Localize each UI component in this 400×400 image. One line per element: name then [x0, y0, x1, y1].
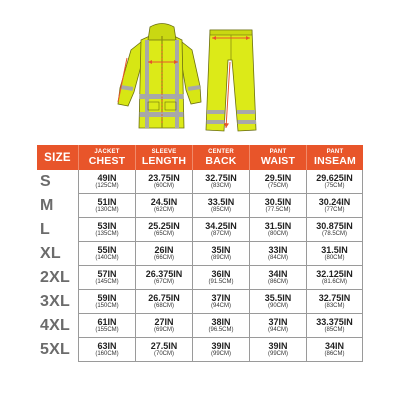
size-label: 3XL	[40, 293, 70, 310]
size-label: L	[40, 221, 50, 238]
table-row	[37, 218, 363, 242]
measurement-cm: (77CM)	[324, 207, 345, 213]
measurement-inches: 34.25IN	[205, 221, 237, 231]
measurement-inches: 30.5IN	[264, 197, 292, 207]
size-column-header: SIZE	[37, 145, 78, 170]
measurement-inches: 31.5IN	[321, 245, 348, 255]
size-chart	[37, 145, 363, 362]
measurement-cm: (125CM)	[95, 183, 119, 189]
measurement-cm: (89CM)	[210, 255, 231, 261]
measurement-inches: 32.75IN	[205, 173, 237, 183]
measurement-inches: 30.875IN	[316, 221, 353, 231]
measurement-cell	[249, 290, 306, 314]
table-row	[37, 338, 363, 362]
measurement-inches: 30.24IN	[318, 197, 351, 207]
measurement-cm: (78.5CM)	[321, 231, 347, 237]
measurement-cell	[78, 194, 135, 218]
size-chart-body	[37, 170, 363, 362]
garment-illustration	[0, 0, 400, 140]
measurement-cell	[306, 266, 363, 290]
measurement-cm: (65CM)	[153, 231, 174, 237]
measurement-cell	[306, 314, 363, 338]
size-label: M	[40, 197, 54, 214]
measurement-cm: (85CM)	[324, 327, 345, 333]
measurement-cm: (67CM)	[153, 279, 174, 285]
measurement-cell	[306, 194, 363, 218]
measurement-cell	[192, 218, 249, 242]
measurement-cell	[78, 266, 135, 290]
measurement-inches: 37IN	[268, 317, 288, 327]
measurement-cell	[78, 170, 135, 194]
column-header-small: SLEEVE	[151, 148, 177, 155]
measurement-cm: (70CM)	[153, 351, 174, 357]
table-row	[37, 266, 363, 290]
column-header	[249, 145, 306, 170]
measurement-inches: 57IN	[97, 269, 117, 279]
measurement-cell	[306, 242, 363, 266]
measurement-inches: 33.375IN	[316, 317, 353, 327]
measurement-inches: 53IN	[97, 221, 117, 231]
measurement-cell	[249, 266, 306, 290]
measurement-inches: 26.75IN	[148, 293, 180, 303]
table-row	[37, 290, 363, 314]
measurement-inches: 51IN	[97, 197, 117, 207]
measurement-inches: 27.5IN	[150, 341, 178, 351]
measurement-inches: 49IN	[97, 173, 117, 183]
measurement-cell	[78, 218, 135, 242]
measurement-inches: 32.75IN	[318, 293, 351, 303]
measurement-cm: (155CM)	[95, 327, 119, 333]
measurement-cell	[192, 194, 249, 218]
measurement-inches: 23.75IN	[148, 173, 180, 183]
size-label: 5XL	[40, 341, 70, 358]
measurement-cell	[78, 314, 135, 338]
measurement-cell	[306, 338, 363, 362]
size-chart-table	[37, 145, 363, 362]
measurement-cell	[192, 290, 249, 314]
measurement-inches: 36IN	[211, 269, 231, 279]
measurement-cell	[306, 170, 363, 194]
measurement-cell	[135, 218, 192, 242]
measurement-inches: 55IN	[97, 245, 117, 255]
measurement-cell	[135, 266, 192, 290]
measurement-cm: (130CM)	[95, 207, 119, 213]
measurement-inches: 33.5IN	[207, 197, 235, 207]
measurement-cell	[192, 170, 249, 194]
column-header-small: JACKET	[94, 148, 120, 155]
measurement-inches: 32.125IN	[316, 269, 353, 279]
measurement-cm: (99CM)	[267, 351, 288, 357]
measurement-cm: (69CM)	[153, 327, 174, 333]
column-header	[306, 145, 363, 170]
size-label: S	[40, 173, 51, 190]
measurement-inches: 35.5IN	[264, 293, 292, 303]
measurement-cell	[249, 194, 306, 218]
measurement-cell	[78, 290, 135, 314]
measurement-cm: (75CM)	[267, 183, 288, 189]
measurement-cm: (83CM)	[210, 183, 231, 189]
measurement-inches: 34IN	[324, 341, 344, 351]
measurement-inches: 38IN	[211, 317, 231, 327]
measurement-cell	[135, 242, 192, 266]
measurement-cm: (150CM)	[95, 303, 119, 309]
measurement-cell	[306, 290, 363, 314]
measurement-cm: (94CM)	[267, 327, 288, 333]
size-label: 2XL	[40, 269, 70, 286]
measurement-cell	[249, 218, 306, 242]
column-header-small: PANT	[269, 148, 287, 155]
measurement-inches: 34IN	[268, 269, 288, 279]
measurement-cell	[306, 218, 363, 242]
measurement-cell	[249, 338, 306, 362]
measurement-cm: (99CM)	[210, 351, 231, 357]
table-row	[37, 242, 363, 266]
column-header-big: CHEST	[88, 154, 126, 167]
measurement-cm: (75CM)	[324, 183, 345, 189]
measurement-cell	[135, 170, 192, 194]
table-row	[37, 314, 363, 338]
size-chart-header-row	[37, 145, 363, 170]
measurement-cell	[78, 338, 135, 362]
measurement-cm: (86CM)	[267, 279, 288, 285]
pants-illustration	[206, 30, 256, 131]
column-header-big: WAIST	[260, 154, 296, 167]
measurement-cm: (94CM)	[210, 303, 231, 309]
measurement-cm: (84CM)	[267, 255, 288, 261]
column-header	[78, 145, 135, 170]
measurement-cm: (87CM)	[210, 231, 231, 237]
measurement-cell	[249, 170, 306, 194]
measurement-inches: 27IN	[154, 317, 174, 327]
column-header-big: LENGTH	[141, 154, 187, 167]
measurement-inches: 25.25IN	[148, 221, 180, 231]
measurement-cm: (135CM)	[95, 231, 119, 237]
measurement-inches: 61IN	[97, 317, 117, 327]
measurement-cm: (140CM)	[95, 255, 119, 261]
column-header-small: PANT	[326, 148, 344, 155]
measurement-inches: 24.5IN	[150, 197, 178, 207]
measurement-inches: 39IN	[268, 341, 288, 351]
measurement-cm: (145CM)	[95, 279, 119, 285]
measurement-cm: (160CM)	[95, 351, 119, 357]
table-row	[37, 194, 363, 218]
measurement-cell	[78, 242, 135, 266]
measurement-inches: 29.5IN	[264, 173, 292, 183]
measurement-cm: (62CM)	[153, 207, 174, 213]
measurement-cm: (60CM)	[153, 183, 174, 189]
column-header-big: INSEAM	[313, 154, 357, 167]
measurement-cm: (80CM)	[324, 255, 345, 261]
measurement-cell	[192, 242, 249, 266]
measurement-inches: 59IN	[97, 293, 117, 303]
measurement-inches: 39IN	[211, 341, 231, 351]
table-row	[37, 170, 363, 194]
column-header-small: CENTER	[208, 148, 234, 155]
measurement-cm: (80CM)	[267, 231, 288, 237]
measurement-cell	[192, 338, 249, 362]
measurement-cm: (91.5CM)	[208, 279, 234, 285]
measurement-inches: 37IN	[211, 293, 231, 303]
measurement-cell	[249, 314, 306, 338]
column-header	[135, 145, 192, 170]
measurement-cell	[135, 194, 192, 218]
measurement-cell	[135, 338, 192, 362]
measurement-cell	[192, 314, 249, 338]
size-label: 4XL	[40, 317, 70, 334]
jacket-illustration	[118, 24, 201, 129]
measurement-cell	[249, 242, 306, 266]
measurement-cell	[192, 266, 249, 290]
column-header	[192, 145, 249, 170]
measurement-cm: (68CM)	[153, 303, 174, 309]
measurement-cm: (81.6CM)	[321, 279, 347, 285]
column-header-big: BACK	[205, 154, 237, 167]
measurement-inches: 63IN	[97, 341, 117, 351]
measurement-inches: 31.5IN	[264, 221, 292, 231]
measurement-cm: (77.5CM)	[265, 207, 291, 213]
measurement-cm: (83CM)	[324, 303, 345, 309]
measurement-cm: (85CM)	[210, 207, 231, 213]
measurement-inches: 29.625IN	[316, 173, 353, 183]
measurement-cell	[135, 290, 192, 314]
measurement-cm: (90CM)	[267, 303, 288, 309]
measurement-inches: 26.375IN	[145, 269, 183, 279]
measurement-inches: 35IN	[211, 245, 231, 255]
measurement-inches: 33IN	[268, 245, 288, 255]
size-label: XL	[40, 245, 61, 262]
measurement-inches: 26IN	[154, 245, 174, 255]
measurement-cm: (66CM)	[153, 255, 174, 261]
measurement-cell	[135, 314, 192, 338]
measurement-cm: (96.5CM)	[208, 327, 234, 333]
measurement-cm: (86CM)	[324, 351, 345, 357]
